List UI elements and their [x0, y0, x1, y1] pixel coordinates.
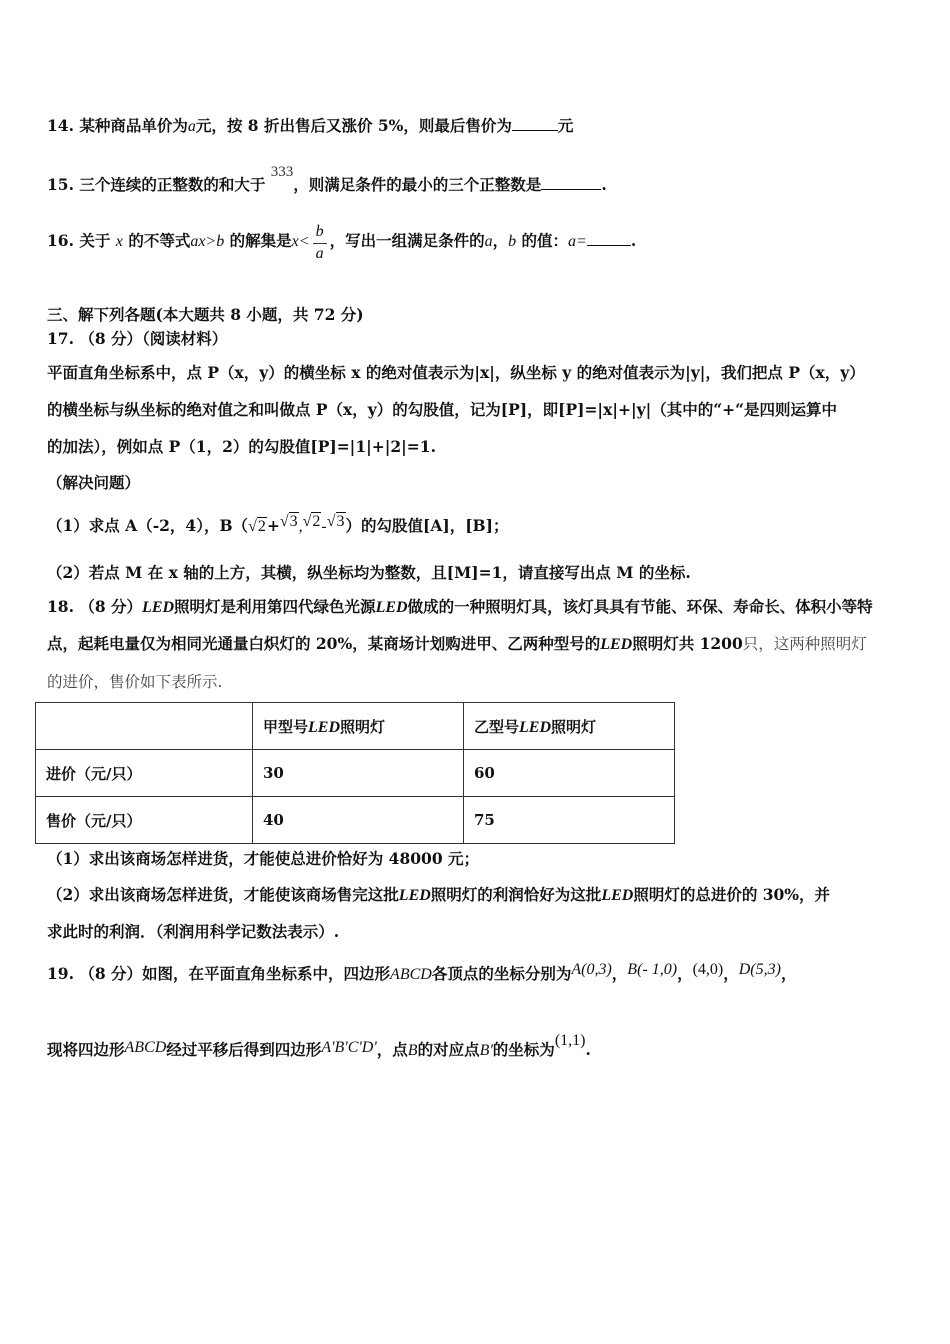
q18-sub-2 [47, 885, 830, 906]
q18-line-2 [47, 634, 867, 655]
q19-sep-3: ， [723, 964, 739, 983]
q18-line2-text-c: 只，这两种照明灯 [742, 635, 867, 653]
q18-led-3: LED [600, 636, 633, 653]
table-row [36, 750, 675, 797]
q17-sqrt-2b: √2 [302, 513, 321, 530]
q19-point-b: B(- 1,0) [627, 961, 678, 978]
q19-point-b-label: B [407, 1042, 418, 1059]
q18-line1-text-b: 照明灯是利用第四代绿色光源 [174, 597, 376, 616]
q19-text-6: 的对应点 [417, 1040, 480, 1059]
question-15 [47, 164, 607, 196]
q19-quad-prime: A'B'C'D' [321, 1039, 377, 1056]
q19-text-3: 现将四边形 [47, 1040, 125, 1059]
q19-point-b-prime: B' [479, 1042, 493, 1059]
q14-var-a: a [187, 118, 196, 135]
q14-number: 14. [47, 116, 74, 135]
q16-frac-denominator: a [315, 244, 324, 262]
q14-text-2: 元，按 8 折出售后又涨价 5%，则最后售价为 [195, 116, 512, 135]
q19-text-2: 各顶点的坐标分别为 [431, 964, 572, 983]
table-header-cell [464, 703, 675, 750]
q19-sep-2: ， [677, 964, 693, 983]
q16-answer-blank[interactable] [587, 231, 631, 246]
q18-led-4: LED [398, 887, 431, 904]
q15-number: 15. [47, 175, 74, 194]
q16-var-x: x [115, 233, 123, 250]
header-yi-suffix: 照明灯 [551, 717, 597, 736]
q19-text-5: ，点 [376, 1040, 408, 1059]
q17-line-1: 平面直角坐标系中，点 P（x，y）的横坐标 x 的绝对值表示为|x|，纵坐标 y 的绝对值表示为|y|，我们把点 P（x，y） [47, 363, 865, 382]
q16-text-1: 关于 [79, 231, 111, 250]
question-16 [47, 220, 636, 264]
q17-plus: + [266, 516, 280, 535]
q15-text-1: 三个连续的正整数的和大于 [79, 175, 266, 194]
q16-solution-lhs: x< [291, 233, 310, 250]
q18-line-3: 的进价，售价如下表所示. [47, 673, 223, 691]
q19-text-1: 19. （8 分）如图，在平面直角坐标系中，四边形 [47, 964, 391, 983]
cell-yi: 75 [464, 797, 675, 844]
q16-var-b: b [508, 233, 517, 250]
q16-text-6: . [630, 231, 637, 250]
q15-answer-blank[interactable] [541, 175, 601, 190]
q17-comma: , [298, 518, 303, 535]
q19-point-c: (4,0) [692, 961, 724, 978]
q18-sub2-text-a: （2）求出该商场怎样进货，才能使该商场售完这批 [47, 885, 399, 904]
q18-sub-1: （1）求出该商场怎样进货，才能使总进价恰好为 48000 元； [47, 849, 480, 868]
q19-quad: ABCD [390, 966, 432, 983]
q19-point-a: A(0,3) [571, 961, 612, 978]
q17-header: 17. （8 分）（阅读材料） [47, 329, 228, 348]
q19-coordinate: (1,1) [554, 1032, 586, 1049]
q15-text-3: . [601, 175, 607, 194]
table-header-cell [36, 703, 253, 750]
q18-led-1: LED [142, 599, 175, 616]
q16-inequality: ax>b [190, 233, 225, 250]
q18-led-5: LED [601, 887, 634, 904]
q16-text-2: 的不等式 [128, 231, 191, 250]
cell-jia: 30 [253, 750, 464, 797]
q18-sub-2-line-2: 求此时的利润．（利润用科学记数法表示）. [47, 922, 340, 941]
q17-sub1-text-b: ）的勾股值[A]，[B]； [345, 516, 509, 535]
q18-line-1 [47, 597, 873, 618]
q18-header: 18. （8 分） [47, 597, 143, 616]
q17-sqrt2b-radicand: 2 [312, 513, 321, 530]
q15-value: 333 [270, 164, 294, 180]
q19-end-1: ， [780, 964, 797, 983]
q17-sub-1 [47, 514, 508, 539]
cell-yi: 60 [464, 750, 675, 797]
q17-minus: - [321, 518, 327, 535]
q14-answer-blank[interactable] [512, 116, 558, 131]
q19-quad-2: ABCD [124, 1039, 167, 1056]
q17-sqrt-2: √2 [248, 518, 266, 535]
table-header-row [36, 703, 675, 750]
q17-sqrt2-radicand: 2 [257, 518, 266, 535]
q18-sub2-text-b: 照明灯的利润恰好为这批 [430, 885, 602, 904]
q16-text-4: ，写出一组满足条件的 [329, 231, 485, 250]
header-yi-led: LED [519, 718, 552, 736]
q19-text-4: 经过平移后得到四边形 [166, 1040, 322, 1059]
q14-text-3: 元 [557, 116, 574, 135]
q17-sqrt3b-radicand: 3 [336, 513, 345, 530]
price-table [35, 702, 675, 844]
q17-sub-2: （2）若点 M 在 x 轴的上方，其横，纵坐标均为整数，且[M]=1，请直接写出点 M 的坐标. [47, 563, 691, 582]
q17-sqrt3-radicand: 3 [289, 513, 298, 530]
q15-text-2: ，则满足条件的最小的三个正整数是 [293, 175, 542, 194]
q17-line-2: 的横坐标与纵坐标的绝对值之和叫做点 P（x，y）的勾股值，记为[P]，即[P]=|x|+|y|（其中的“+“是四则运算中 [47, 400, 838, 419]
question-14 [47, 116, 573, 137]
header-jia-suffix: 照明灯 [340, 717, 386, 736]
cell-jia: 40 [253, 797, 464, 844]
q14-text-1: 某种商品单价为 [79, 116, 188, 135]
q18-sub2-text-c: 照明灯的总进价的 30%，并 [633, 885, 831, 904]
q16-answer-var: a= [568, 233, 587, 250]
header-jia-led: LED [308, 718, 341, 736]
q19-line-1 [47, 961, 797, 985]
q18-line2-text-b: 照明灯共 1200 [632, 634, 743, 653]
q18-led-2: LED [375, 599, 408, 616]
row-label: 进价（元/只） [36, 750, 253, 797]
q16-sep: ， [492, 231, 509, 250]
q16-text-5: 的值： [521, 231, 569, 250]
q16-fraction [313, 221, 327, 264]
header-yi-label: 乙型号 [474, 717, 520, 736]
q19-text-7: 的坐标为 [492, 1040, 555, 1059]
q17-sqrt-3: √3 [279, 513, 298, 530]
q19-line-2 [47, 1032, 591, 1061]
q18-line2-text-a: 点，起耗电量仅为相同光通量白炽灯的 20%，某商场计划购进甲、乙两种型号的 [47, 634, 601, 653]
q19-point-d: D(5,3) [738, 961, 781, 978]
q17-sub1-text-a: （1）求点 A（-2，4），B（ [47, 516, 249, 535]
q18-line1-text-c: 做成的一种照明灯具，该灯具具有节能、环保、寿命长、体积小等特 [407, 597, 873, 616]
q17-sqrt-3b: √3 [326, 513, 345, 530]
q16-var-a: a [484, 233, 493, 250]
q19-end: . [585, 1040, 591, 1059]
q17-line-3: 的加法），例如点 P（1，2）的勾股值[P]=|1|+|2|=1. [47, 437, 436, 456]
header-jia-label: 甲型号 [263, 717, 309, 736]
q16-text-3: 的解集是 [229, 231, 292, 250]
section-3-title: 三、解下列各题(本大题共 8 小题，共 72 分) [47, 305, 364, 324]
table-header-cell [253, 703, 464, 750]
table-row [36, 797, 675, 844]
q17-solve-label: （解决问题） [47, 473, 141, 492]
q19-sep-1: ， [611, 964, 628, 983]
q16-frac-numerator: b [313, 221, 327, 244]
q16-number: 16. [47, 231, 74, 250]
row-label: 售价（元/只） [36, 797, 253, 844]
